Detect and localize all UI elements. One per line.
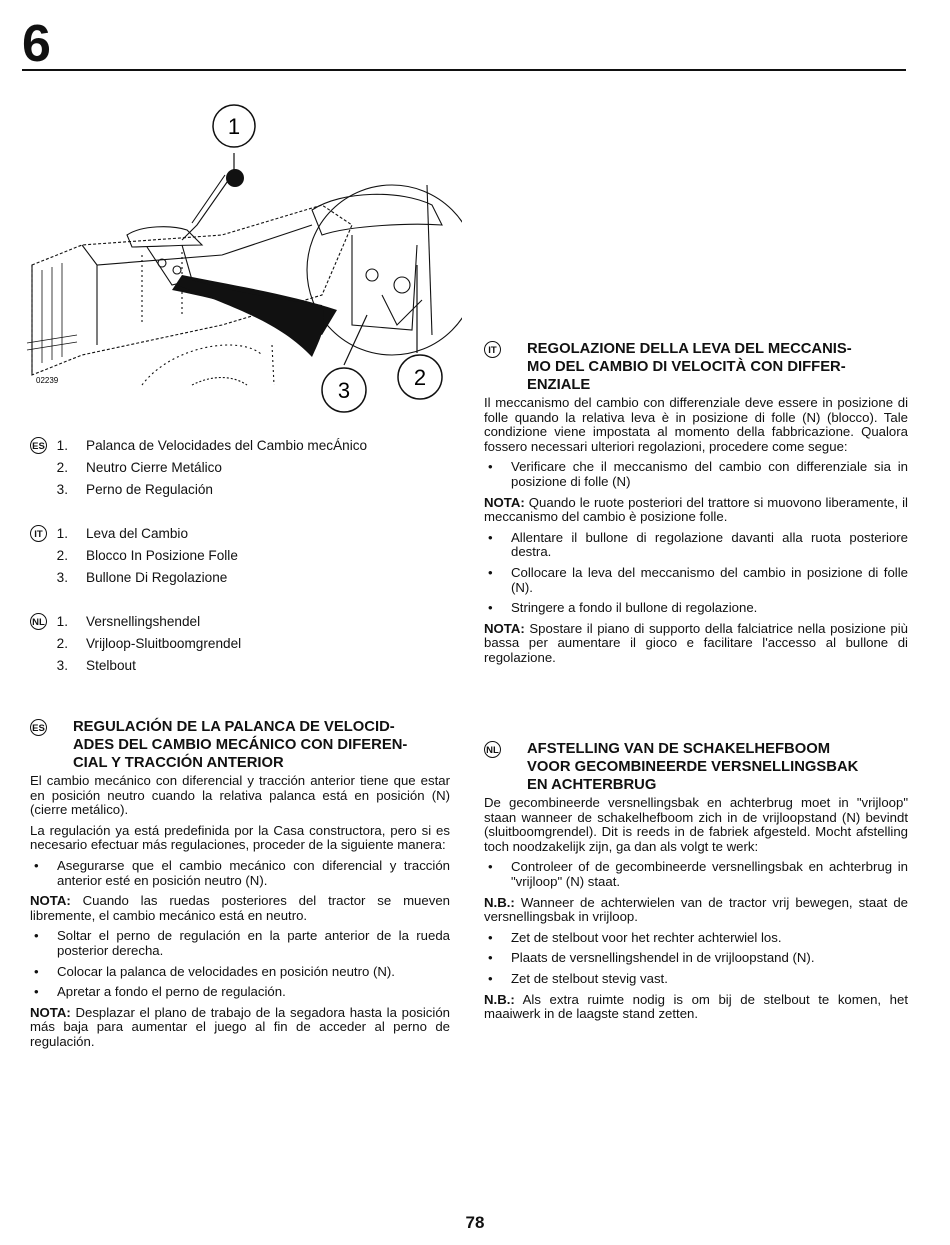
section-heading-es xyxy=(30,718,450,772)
legend-num: 2. xyxy=(56,460,68,475)
note-label: NOTA: xyxy=(30,893,71,909)
list-item: • Zet de stelbout voor het rechter achterwiel los. xyxy=(484,931,908,946)
list-item: • Apretar a fondo el perno de regulación. xyxy=(30,985,450,1000)
lang-badge-es: ES xyxy=(30,719,47,736)
paragraph: La regulación ya está predefinida por la Casa constructora, pero si es necesario efectuar más regulaciones, proceder de la siguiente manera: xyxy=(30,822,450,853)
heading-line: EN ACHTERBRUG xyxy=(527,777,657,793)
note xyxy=(484,896,908,925)
bullet-list xyxy=(484,460,908,489)
note xyxy=(484,496,908,525)
legend-num: 1. xyxy=(56,614,68,629)
legend-num: 1. xyxy=(56,438,68,453)
list-item: • Asegurarse que el cambio mecánico con diferencial y tracción anterior esté en posición neutro (N). xyxy=(30,859,450,888)
section-heading-nl xyxy=(484,740,908,794)
legend-text: Vrijloop-Sluitboomgrendel xyxy=(86,636,242,651)
note-label: N.B.: xyxy=(484,894,515,910)
legend-text: Bullone Di Regolazione xyxy=(86,570,228,585)
legend-num: 3. xyxy=(56,658,68,673)
bullet-list xyxy=(484,860,908,889)
note xyxy=(484,622,908,666)
list-item: • Plaats de versnellingshendel in de vrijloopstand (N). xyxy=(484,951,908,966)
heading-line: AFSTELLING VAN DE SCHAKELHEFBOOM xyxy=(527,741,831,757)
paragraph: Il meccanismo del cambio con differenziale deve essere in posizione di folle quando la relativa leva è in posizione di folle (N) (blocco). Tale condizione viene impostata al momento della fabbricazione. Qualora fossero necessari ulteriori regolazioni, procedere come segue: xyxy=(484,395,908,454)
callout-1: 1 xyxy=(227,114,241,139)
legend-text: Neutro Cierre Metálico xyxy=(86,460,222,475)
heading-line: MO DEL CAMBIO DI VELOCITÀ CON DIFFER- xyxy=(527,359,846,375)
legend-num: 3. xyxy=(56,482,68,497)
note xyxy=(484,993,908,1022)
list-item: • Collocare la leva del meccanismo del cambio in posizione di folle (N). xyxy=(484,566,908,595)
note-text: Spostare il piano di supporto della falciatrice nella posizione più bassa per aumentare il gioco e facilitare l'accesso al bullone di regolazione. xyxy=(484,620,908,665)
callout-3: 3 xyxy=(337,378,351,403)
list-item: • Zet de stelbout stevig vast. xyxy=(484,972,908,987)
legend-text: Perno de Regulación xyxy=(86,482,213,497)
heading-line: CIAL Y TRACCIÓN ANTERIOR xyxy=(73,755,284,771)
bullet-list xyxy=(484,531,908,616)
section-heading-it xyxy=(484,340,908,394)
lang-badge-es: ES xyxy=(30,437,47,454)
list-item: • Controleer of de gecombineerde versnellingsbak en achterbrug in "vrijloop" (N) staat. xyxy=(484,860,908,889)
note-text: Als extra ruimte nodig is om bij de stelbout te komen, het maaiwerk in de laagste stand zetten. xyxy=(484,991,908,1022)
list-item: • Soltar el perno de regulación en la parte anterior de la rueda posterior derecha. xyxy=(30,929,450,958)
gear-lever-figure xyxy=(22,95,462,415)
legend-text: Blocco In Posizione Folle xyxy=(86,548,238,563)
lang-badge-nl: NL xyxy=(30,613,47,630)
list-item: • Allentare il bullone di regolazione davanti alla ruota posteriore destra. xyxy=(484,531,908,560)
note xyxy=(30,894,450,923)
legend-text: Leva del Cambio xyxy=(86,526,189,541)
chapter-number: 6 xyxy=(22,15,50,73)
heading-line: VOOR GECOMBINEERDE VERSNELLINGSBAK xyxy=(527,759,859,775)
lang-badge-it: IT xyxy=(484,341,501,358)
legend-num: 2. xyxy=(56,636,68,651)
note-text: Wanneer de achterwielen van de tractor vrij bewegen, staat de versnellingsbak in vrijloop. xyxy=(484,894,908,925)
page-number: 78 xyxy=(465,1213,485,1232)
note-label: NOTA: xyxy=(30,1004,71,1020)
heading-line: REGULACIÓN DE LA PALANCA DE VELOCID- xyxy=(73,719,395,735)
note-text: Desplazar el plano de trabajo de la segadora hasta la posición más baja para aumentar el juego al fin de acceder al perno de regulación. xyxy=(30,1004,450,1049)
legend-text: Palanca de Velocidades del Cambio mecÁnico xyxy=(86,438,368,453)
header-rule xyxy=(22,69,906,71)
legend-num: 3. xyxy=(56,570,68,585)
note-label: N.B.: xyxy=(484,991,515,1007)
bullet-list xyxy=(30,929,450,999)
bullet-list xyxy=(30,859,450,888)
section-es xyxy=(30,718,450,1056)
section-nl xyxy=(484,740,908,1028)
note-label: NOTA: xyxy=(484,620,525,636)
list-item: • Colocar la palanca de velocidades en posición neutro (N). xyxy=(30,965,450,980)
legend-text: Versnellingshendel xyxy=(86,614,201,629)
legend-text: Stelbout xyxy=(86,658,136,673)
list-item: • Verificare che il meccanismo del cambio con differenziale sia in posizione di folle (N) xyxy=(484,460,908,489)
paragraph: De gecombineerde versnellingsbak en achterbrug moet in "vrijloop" staan wanneer de schakelhefboom zich in de vrijloopstand (N) bevindt (sluitboomgrendel). Dit is reeds in de fabriek afgesteld. Mocht afstelling toch noodzakelijk zijn, ga dan als volgt te werk: xyxy=(484,795,908,854)
section-it xyxy=(484,340,908,672)
legend-num: 2. xyxy=(56,548,68,563)
heading-line: ENZIALE xyxy=(527,377,591,393)
callout-2: 2 xyxy=(413,365,427,390)
heading-line: ADES DEL CAMBIO MECÁNICO CON DIFEREN- xyxy=(73,737,408,753)
lang-badge-nl: NL xyxy=(484,741,501,758)
heading-line: REGOLAZIONE DELLA LEVA DEL MECCANIS- xyxy=(527,341,852,357)
paragraph: El cambio mecánico con diferencial y tracción anterior tiene que estar en posición neutro cuando la relativa palanca está en posición (N) (cierre metálico). xyxy=(30,773,450,818)
note xyxy=(30,1006,450,1050)
figure-code: 02239 xyxy=(36,376,59,385)
list-item: • Stringere a fondo il bullone di regolazione. xyxy=(484,601,908,616)
note-label: NOTA: xyxy=(484,494,525,510)
note-text: Cuando las ruedas posteriores del tractor se mueven libremente, el cambio mecánico está en neutro. xyxy=(30,893,450,923)
bullet-list xyxy=(484,931,908,987)
note-text: Quando le ruote posteriori del trattore si muovono liberamente, il meccanismo del cambio è posizione folle. xyxy=(484,494,908,525)
legend-num: 1. xyxy=(56,526,68,541)
lang-badge-it: IT xyxy=(30,525,47,542)
